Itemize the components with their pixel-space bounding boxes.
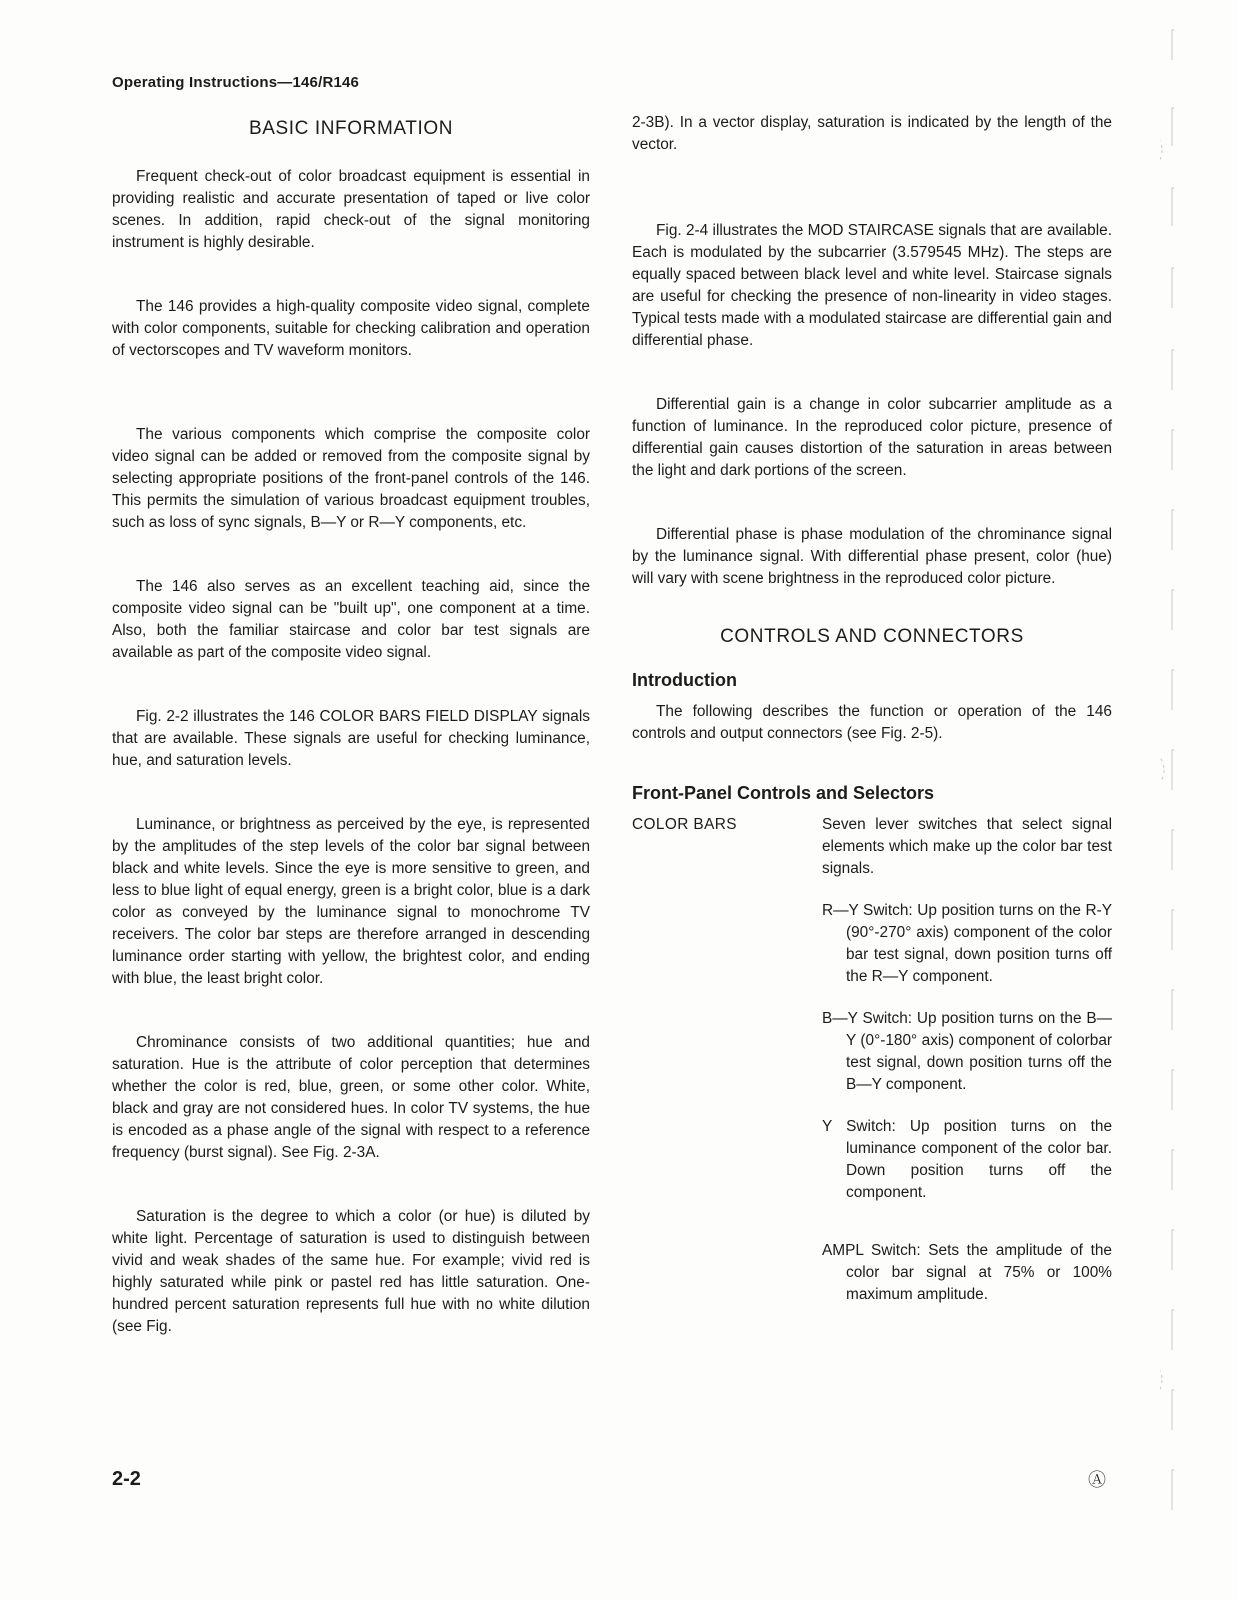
control-name: COLOR BARS xyxy=(632,816,737,833)
binder-edge-marks xyxy=(1160,0,1220,1600)
paragraph: The various components which comprise the composite color video signal can be added or removed from the composite signal by selecting appropriate positions of the front-panel controls of the 146. This permits the simulation of various broadcast equipment troubles, such as loss of sync signals, B—Y or R—Y components, etc. xyxy=(112,426,590,531)
introduction-heading: Introduction xyxy=(632,670,737,690)
paragraph: Saturation is the degree to which a color (or hue) is diluted by white light. Percentage of saturation is used to distinguish between vivid and weak shades of the same hue. For example; vivid red is highly saturated while pink or pastel red has little saturation. One-hundred percent saturation represents full hue with no white dilution (see Fig. xyxy=(112,1208,590,1335)
paragraph: Differential gain is a change in color subcarrier amplitude as a function of luminance. In the reproduced color picture, presence of differential gain causes distortion of the saturation in areas between the light and dark portions of the screen. xyxy=(632,396,1112,479)
running-header: Operating Instructions—146/R146 xyxy=(112,74,360,91)
paragraph: Fig. 2-2 illustrates the 146 COLOR BARS FIELD DISPLAY signals that are available. These signals are useful for checking luminance, hue, and saturation levels. xyxy=(112,708,590,769)
paragraph: Fig. 2-4 illustrates the MOD STAIRCASE signals that are available. Each is modulated by the subcarrier (3.579545 MHz). The steps are equally spaced between black level and white level. Staircase signals are useful for checking the presence of non-linearity in video stages. Typical tests made with a modulated staircase are differential gain and differential phase. xyxy=(632,222,1112,349)
introduction-text: The following describes the function or operation of the 146 controls and output connectors (see Fig. 2-5). xyxy=(632,703,1112,742)
left-column xyxy=(112,112,590,1338)
controls-and-connectors-heading: CONTROLS AND CONNECTORS xyxy=(720,626,1024,647)
y-switch-item: Y Switch: Up position turns on the luminance component of the color bar. Down position turns off the component. xyxy=(822,1118,1112,1201)
paragraph: Chrominance consists of two additional quantities; hue and saturation. Hue is the attribute of color perception that determines whether the color is red, blue, green, or some other color. White, black and gray are not considered hues. In color TV systems, the hue is encoded as a phase angle of the signal with respect to a reference frequency (burst signal). See Fig. 2-3A. xyxy=(112,1034,590,1161)
paragraph: Luminance, or brightness as perceived by the eye, is represented by the amplitudes of the step levels of the color bar signal between black and white levels. Since the eye is more sensitive to green, and less to blue light of equal energy, green is a bright color, blue is a dark color as conveyed by the luminance signal to monochrome TV receivers. The color bar steps are therefore arranged in descending luminance order starting with yellow, the brightest color, and ending with blue, the least bright color. xyxy=(112,816,590,987)
publisher-mark: Ⓐ xyxy=(1088,1470,1106,1490)
front-panel-controls-heading: Front-Panel Controls and Selectors xyxy=(632,783,935,803)
page-number: 2-2 xyxy=(112,1468,141,1490)
ampl-switch-item: AMPL Switch: Sets the amplitude of the color bar signal at 75% or 100% maximum amplitude. xyxy=(822,1242,1112,1303)
basic-information-heading: BASIC INFORMATION xyxy=(248,118,454,139)
control-description: Seven lever switches that select signal elements which make up the color bar test signals. xyxy=(822,816,1112,877)
color-bars-control-entry xyxy=(632,814,1112,1306)
b-y-switch-item: B—Y Switch: Up position turns on the B—Y (0°-180° axis) component of colorbar test signal, down position turns off the B—Y component. xyxy=(822,1010,1112,1093)
right-column xyxy=(632,112,1112,1306)
paragraph: Frequent check-out of color broadcast equipment is essential in providing realistic and accurate presentation of taped or live color scenes. In addition, rapid check-out of the signal monitoring instrument is highly desirable. xyxy=(112,168,590,251)
paragraph: Differential phase is phase modulation of the chrominance signal by the luminance signal. With differential phase present, color (hue) will vary with scene brightness in the reproduced color picture. xyxy=(632,526,1112,587)
r-y-switch-item: R—Y Switch: Up position turns on the R-Y (90°-270° axis) component of the color bar test signal, down position turns off the R—Y component. xyxy=(822,902,1112,985)
control-body xyxy=(822,814,1112,1306)
paragraph: The 146 provides a high-quality composite video signal, complete with color components, suitable for checking calibration and operation of vectorscopes and TV waveform monitors. xyxy=(112,298,590,359)
paragraph: 2-3B). In a vector display, saturation is indicated by the length of the vector. xyxy=(632,114,1112,153)
paragraph: The 146 also serves as an excellent teaching aid, since the composite video signal can be "built up", one component at a time. Also, both the familiar staircase and color bar test signals are available as part of the composite video signal. xyxy=(112,578,590,661)
